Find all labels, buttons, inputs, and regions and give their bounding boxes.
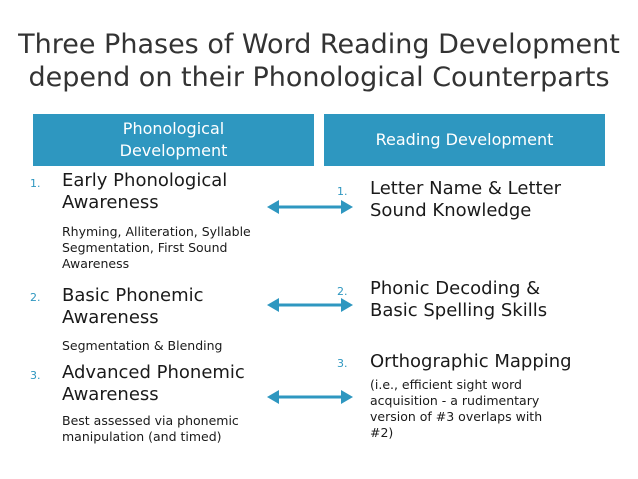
left-item-3-number: 3. (30, 369, 41, 382)
right-item-1-title-line-2: Sound Knowledge (370, 200, 532, 221)
right-item-3-title (370, 351, 572, 373)
slide-title (0, 28, 638, 94)
title-line-1: Three Phases of Word Reading Development (18, 29, 620, 60)
left-item-2-number: 2. (30, 291, 41, 304)
left-item-3-detail-line-2: manipulation (and timed) (62, 429, 222, 444)
right-item-3-detail-line-3: version of #3 overlaps with (370, 409, 543, 424)
left-item-1-title-line-2: Awareness (62, 192, 159, 213)
right-item-3-number: 3. (337, 357, 348, 370)
left-item-1-detail (62, 224, 251, 272)
right-item-2-title-line-1: Phonic Decoding & (370, 278, 541, 299)
left-item-1-number: 1. (30, 177, 41, 190)
left-item-2-title-line-2: Awareness (62, 307, 159, 328)
right-item-2-title (370, 278, 547, 322)
left-item-2-detail (62, 338, 222, 354)
left-item-1-detail-line-3: Awareness (62, 256, 130, 271)
header-right-label: Reading Development (375, 130, 554, 149)
right-item-2-title-line-2: Basic Spelling Skills (370, 300, 548, 321)
double-headed-arrow-icon (265, 295, 355, 315)
left-item-3-title-line-1: Advanced Phonemic (62, 362, 245, 383)
header-left-line-2: Development (119, 141, 228, 160)
left-item-2-detail-line-1: Segmentation & Blending (62, 338, 223, 353)
double-headed-arrow-icon (265, 387, 355, 407)
double-headed-arrow-icon (265, 197, 355, 217)
left-item-1-detail-line-1: Rhyming, Alliteration, Syllable (62, 224, 251, 239)
left-item-1-title (62, 170, 227, 214)
left-item-3-detail-line-1: Best assessed via phonemic (62, 413, 239, 428)
right-item-3-detail-line-2: acquisition - a rudimentary (370, 393, 540, 408)
left-item-3-title (62, 362, 245, 406)
header-left-line-1: Phonological (122, 119, 225, 138)
left-item-1-title-line-1: Early Phonological (62, 170, 228, 191)
right-item-1-title (370, 178, 561, 222)
header-reading-development (324, 114, 605, 166)
left-item-3-detail (62, 413, 239, 445)
right-item-3-detail (370, 377, 542, 441)
right-item-1-number: 1. (337, 185, 348, 198)
left-item-2-title-line-1: Basic Phonemic (62, 285, 204, 306)
right-item-2-number: 2. (337, 285, 348, 298)
header-phonological-development (33, 114, 314, 166)
left-item-3-title-line-2: Awareness (62, 384, 159, 405)
right-item-3-title-line-1: Orthographic Mapping (370, 351, 572, 372)
left-item-1-detail-line-2: Segmentation, First Sound (62, 240, 228, 255)
title-line-2: depend on their Phonological Counterparts (28, 62, 610, 93)
right-item-3-detail-line-1: (i.e., efficient sight word (370, 377, 522, 392)
right-item-1-title-line-1: Letter Name & Letter (370, 178, 562, 199)
right-item-3-detail-line-4: #2) (370, 425, 394, 440)
left-item-2-title (62, 285, 204, 329)
